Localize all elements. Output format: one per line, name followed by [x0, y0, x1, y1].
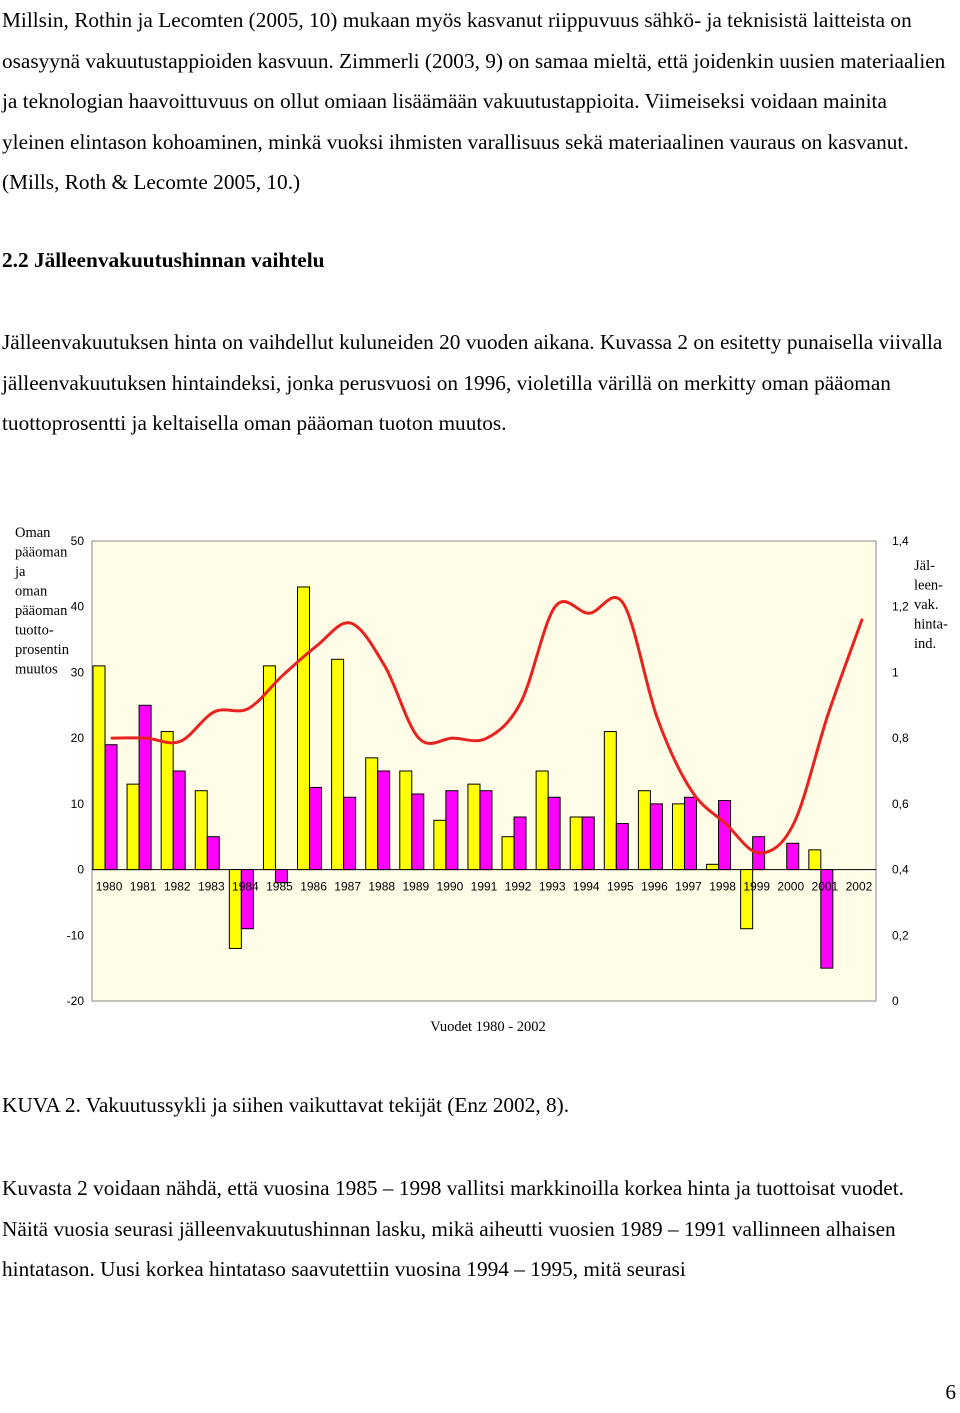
yellow-bar-1996: [638, 791, 650, 870]
yellow-bar-2001: [809, 850, 821, 870]
x-tick-1999: 1999: [743, 879, 771, 894]
yellow-bar-1981: [127, 784, 139, 869]
yellow-bar-1995: [604, 732, 616, 870]
yellow-bar-1983: [195, 791, 207, 870]
x-tick-1988: 1988: [368, 879, 396, 894]
plot-area: [92, 541, 876, 1001]
yellow-bar-1999: [741, 870, 753, 929]
magenta-bar-1996: [650, 804, 662, 870]
right-tick-0: 0: [892, 994, 899, 1008]
page-number: 6: [945, 1380, 956, 1404]
insurance-cycle-chart: [0, 515, 960, 1055]
magenta-bar-1992: [514, 817, 526, 870]
y-label-left-line: tuotto-: [15, 622, 54, 639]
figure-caption: KUVA 2. Vakuutussykli ja siihen vaikuttavat tekijät (Enz 2002, 8).: [2, 1093, 570, 1117]
magenta-bar-2000: [787, 843, 799, 869]
magenta-bar-1993: [548, 797, 560, 869]
magenta-bar-1983: [207, 837, 219, 870]
magenta-bar-1997: [684, 797, 696, 869]
yellow-bar-1987: [332, 659, 344, 869]
magenta-bar-1986: [310, 787, 322, 869]
x-tick-2000: 2000: [777, 879, 805, 894]
magenta-bar-1980: [105, 745, 117, 870]
magenta-bar-1981: [139, 705, 151, 869]
x-tick-1991: 1991: [470, 879, 498, 894]
yellow-bar-1990: [434, 820, 446, 869]
y-label-left-line: pääoman: [15, 544, 68, 561]
x-tick-1984: 1984: [232, 879, 259, 894]
magenta-bar-1988: [378, 771, 390, 870]
left-tick-10: 10: [70, 796, 84, 811]
y-label-right-line: vak.: [914, 597, 939, 613]
y-label-right-line: leen-: [914, 577, 943, 594]
y-label-right-line: Jäl-: [914, 558, 935, 574]
left-tick-40: 40: [70, 599, 84, 614]
y-label-left-line: prosentin: [15, 642, 69, 658]
yellow-bar-1988: [366, 758, 378, 870]
y-label-left-line: oman: [15, 583, 48, 600]
right-tick-1,2: 1,2: [892, 599, 909, 614]
x-tick-1995: 1995: [606, 879, 634, 894]
right-tick-0,8: 0,8: [892, 731, 909, 746]
right-tick-1: 1: [892, 665, 899, 680]
yellow-bar-1993: [536, 771, 548, 870]
x-tick-1987: 1987: [334, 879, 362, 894]
right-tick-0,2: 0,2: [892, 928, 909, 943]
x-tick-1998: 1998: [709, 879, 736, 894]
magenta-bar-1989: [412, 794, 424, 870]
y-label-left-line: pääoman: [15, 603, 68, 619]
yellow-bar-1985: [263, 666, 275, 870]
magenta-bar-1982: [173, 771, 185, 870]
x-tick-1983: 1983: [197, 879, 225, 894]
y-label-left-line: Oman: [15, 525, 51, 541]
x-tick-1997: 1997: [675, 879, 702, 894]
x-tick-1989: 1989: [402, 879, 430, 894]
magenta-bar-1991: [480, 791, 492, 870]
magenta-bar-1987: [344, 797, 356, 869]
x-tick-1980: 1980: [95, 879, 123, 894]
x-tick-1993: 1993: [538, 879, 566, 894]
y-label-left-line: ja: [15, 564, 26, 580]
left-tick-30: 30: [70, 665, 84, 680]
x-tick-1990: 1990: [436, 879, 464, 894]
yellow-bar-1986: [298, 587, 310, 870]
intro-paragraph: Millsin, Rothin ja Lecomten (2005, 10) mukaan myös kasvanut riippuvuus sähkö- ja teknisistä laitteista on osasyynä vakuutustappioiden kasvuun. Zimmerli (2003, 9) on samaa mieltä, että joidenkin uusien materiaalien ja teknologian haavoittuvuus on ollut omiaan lisäämään vakuutustappioita. Viimeiseksi voidaan mainita yleinen elintason kohoaminen, minkä vuoksi ihmisten varallisuus sekä materiaalinen vauraus on kasvanut. (Mills, Roth & Lecomte 2005, 10.): [2, 8, 946, 194]
magenta-bar-1994: [582, 817, 594, 870]
y-label-right-line: ind.: [914, 636, 937, 652]
x-tick-2001: 2001: [811, 879, 839, 894]
yellow-bar-1991: [468, 784, 480, 869]
x-tick-1992: 1992: [504, 879, 532, 894]
magenta-bar-1984: [241, 870, 253, 929]
yellow-bar-1997: [672, 804, 684, 870]
y-label-left-line: muutos: [15, 661, 58, 678]
magenta-bar-1998: [719, 801, 731, 870]
conclusion-paragraph: Kuvasta 2 voidaan nähdä, että vuosina 1985 – 1998 vallitsi markkinoilla korkea hinta ja tuottoisat vuodet. Näitä vuosia seurasi jälleenvakuutushinnan lasku, mikä aiheutti vuosien 1989 – 1991 vallinneen alhaisen hintatason. Uusi korkea hintataso saavutettiin vuosina 1994 – 1995, mitä seurasi: [2, 1176, 904, 1281]
left-tick-0: 0: [77, 862, 84, 877]
x-tick-2002: 2002: [845, 879, 873, 894]
body-paragraph: Jälleenvakuutuksen hinta on vaihdellut kuluneiden 20 vuoden aikana. Kuvassa 2 on esitetty punaisella viivalla jälleenvakuutuksen hintaindeksi, jonka perusvuosi on 1996, violetilla värillä on merkitty oman pääoman tuottoprosentti ja keltaisella oman pääoman tuoton muutos.: [2, 330, 943, 435]
yellow-bar-1994: [570, 817, 582, 870]
y-label-right-line: hinta-: [914, 616, 948, 633]
x-tick-1994: 1994: [572, 879, 600, 894]
yellow-bar-1992: [502, 837, 514, 870]
yellow-bar-1980: [93, 666, 105, 870]
right-tick-1,4: 1,4: [892, 534, 909, 548]
left-tick-50: 50: [70, 534, 84, 548]
left-tick--20: -20: [66, 994, 84, 1008]
yellow-bar-1989: [400, 771, 412, 870]
yellow-bar-1998: [707, 864, 719, 869]
yellow-bar-1982: [161, 732, 173, 870]
right-tick-0,4: 0,4: [892, 862, 909, 877]
right-tick-0,6: 0,6: [892, 796, 909, 811]
left-tick--10: -10: [66, 928, 84, 943]
section-heading: 2.2 Jälleenvakuutushinnan vaihtelu: [2, 248, 325, 272]
x-tick-1985: 1985: [266, 879, 293, 894]
x-tick-1986: 1986: [300, 879, 327, 894]
x-tick-1981: 1981: [129, 879, 157, 894]
x-axis-label: Vuodet 1980 - 2002: [430, 1019, 546, 1035]
magenta-bar-1990: [446, 791, 458, 870]
x-tick-1982: 1982: [163, 879, 191, 894]
magenta-bar-1995: [616, 824, 628, 870]
x-tick-1996: 1996: [641, 879, 668, 894]
left-tick-20: 20: [70, 731, 84, 746]
